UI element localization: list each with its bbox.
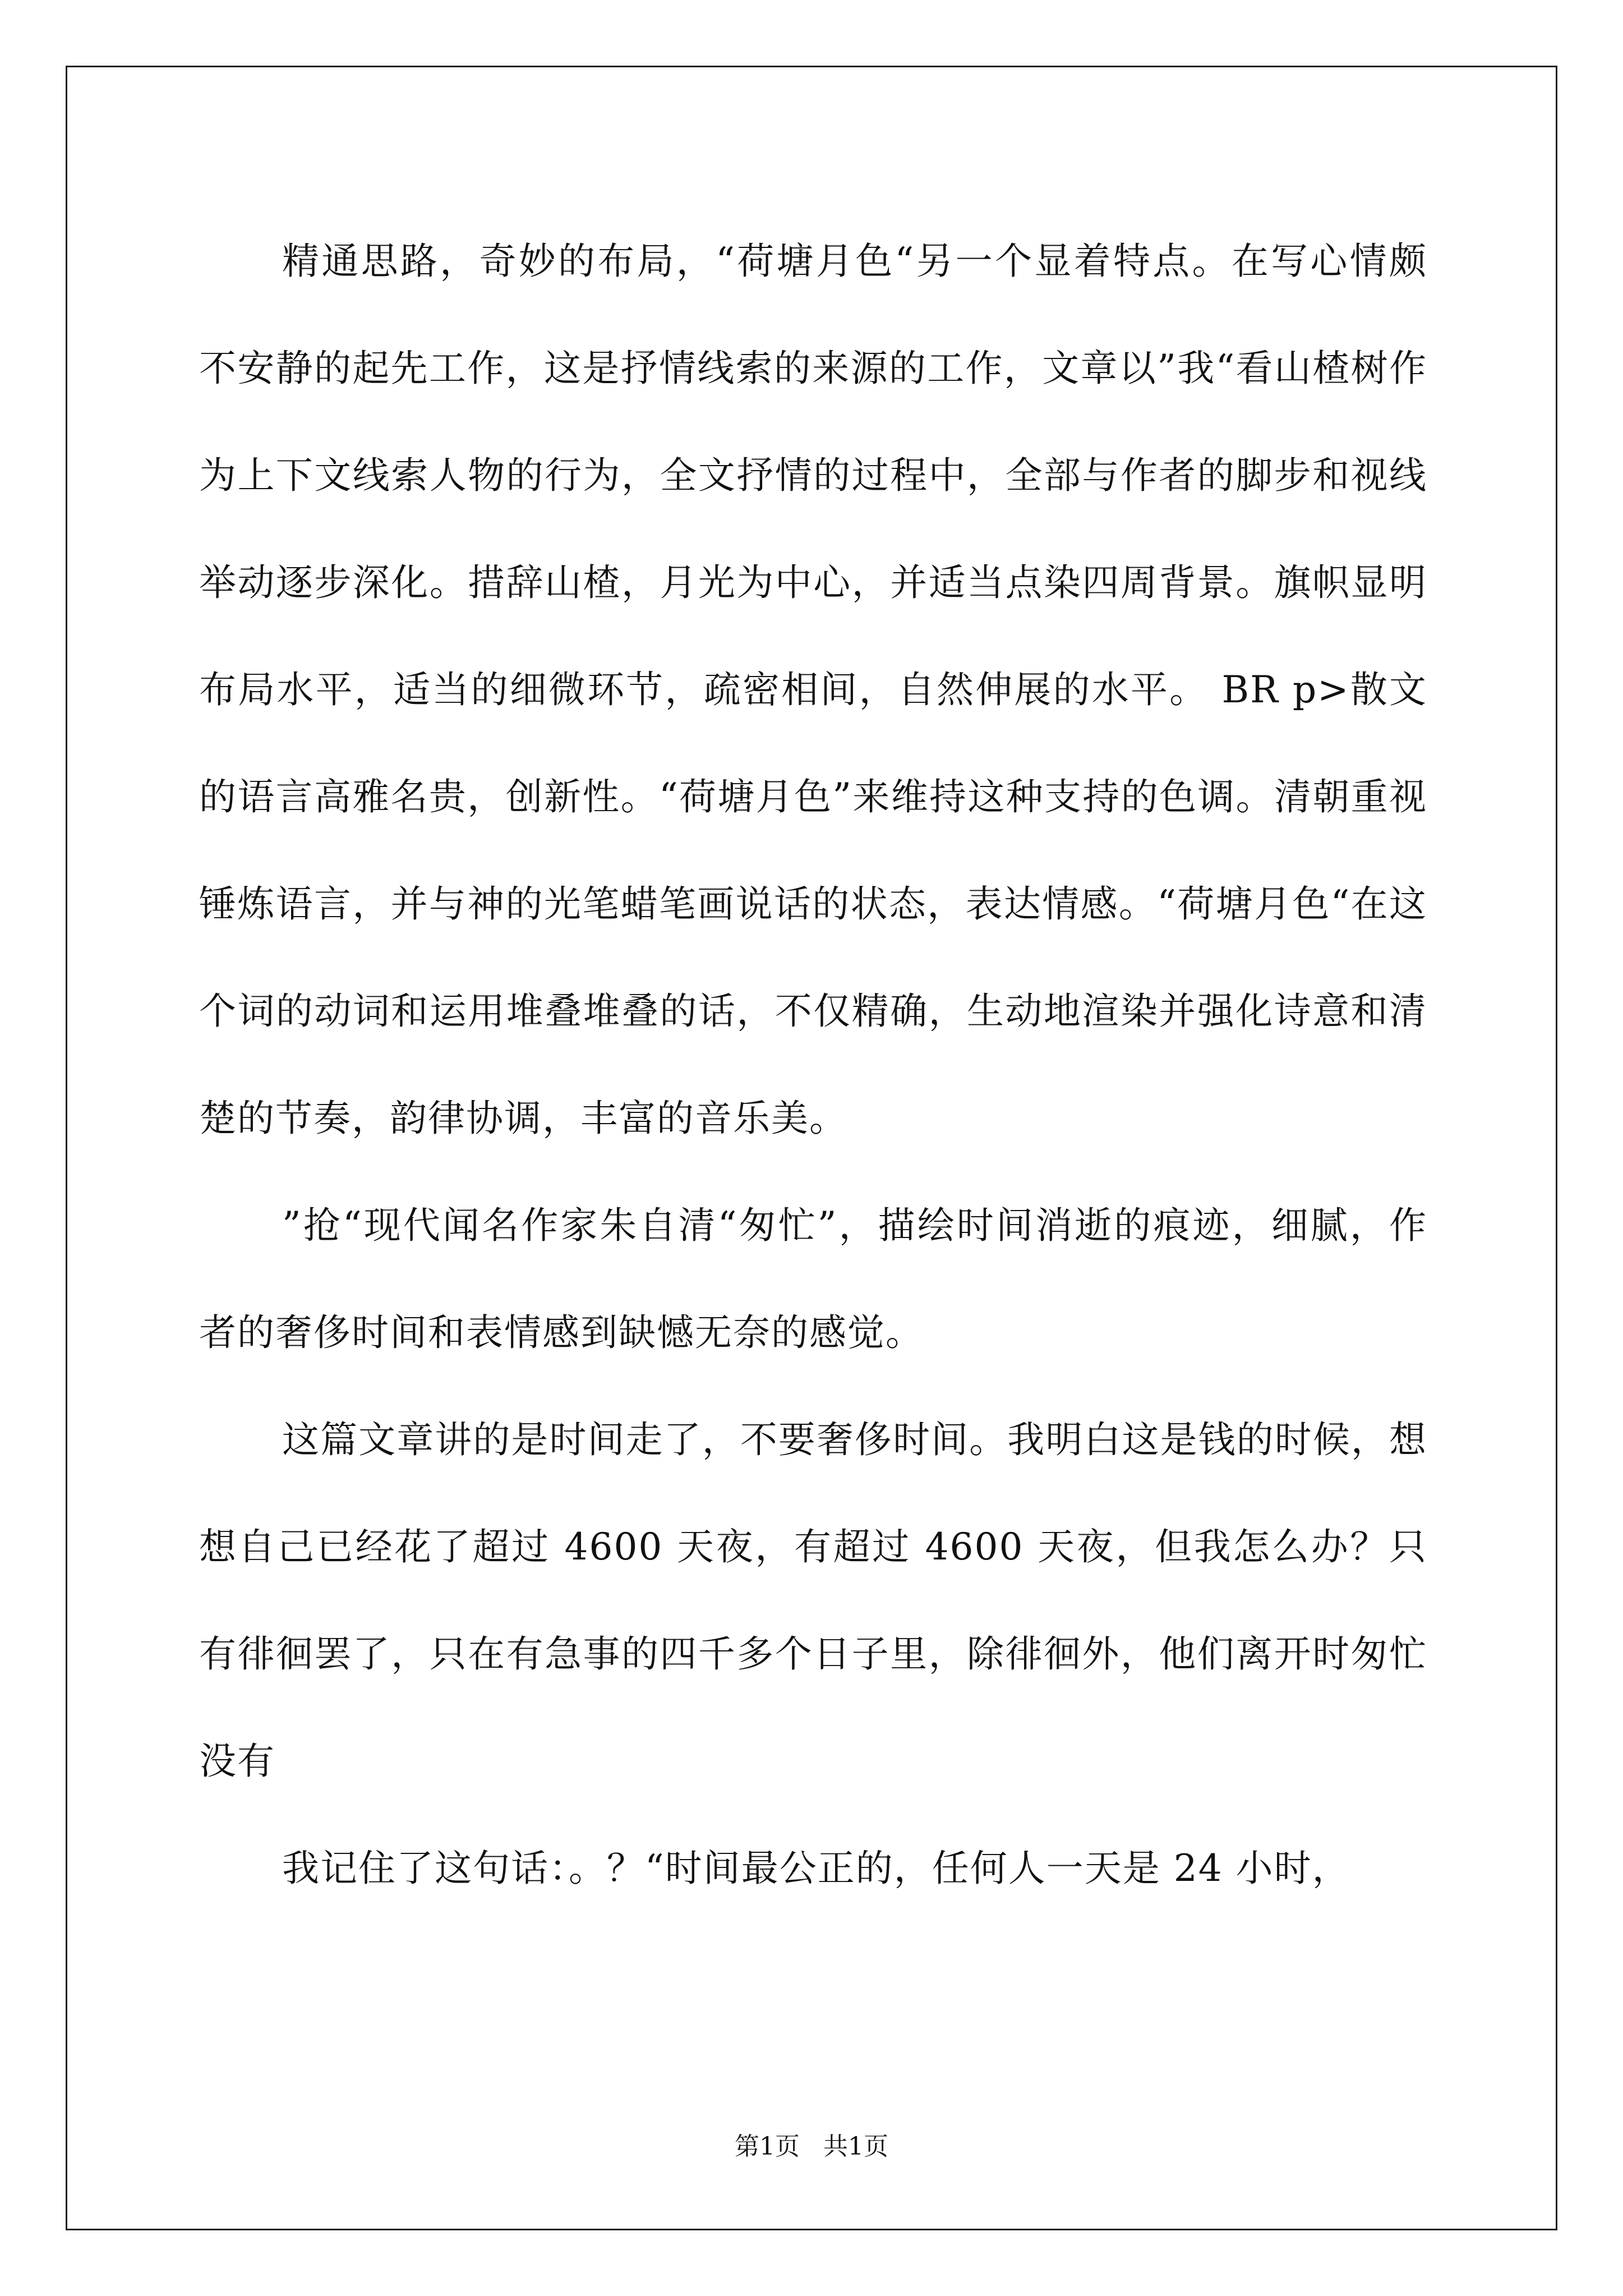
paragraph-4: 我记住了这句话：。？“时间最公正的，任何人一天是 24 小时， xyxy=(282,1847,1350,1890)
paragraph-3: 这篇文章讲的是时间走了，不要奢侈时间。我明白这是钱的时候，想想自己已经花了超过 4600 天夜，有超过 4600 天夜，但我怎么办？只有徘徊罢了，只在有急事的四千多个日子里，除徘徊外，他们离开时匆忙没有 xyxy=(199,1418,1427,1783)
page-number-footer: 第1页 共1页 xyxy=(735,2132,888,2161)
paragraph-1: 精通思路，奇妙的布局，“荷塘月色“另一个显着特点。在写心情颇不安静的起先工作，这是抒情线索的来源的工作，文章以”我“看山楂树作为上下文线索人物的行为，全文抒情的过程中，全部与作者的脚步和视线举动逐步深化。措辞山楂，月光为中心，并适当点染四周背景。旗帜显明布局水平，适当的细微环节，疏密相间，自然伸展的水平。 BR p>散文的语言高雅名贵，创新性。“荷塘月色”来维持这种支持的色调。清朝重视锤炼语言，并与神的光笔蜡笔画说话的状态，表达情感。“荷塘月色“在这个词的动词和运用堆叠堆叠的话，不仅精确，生动地渲染并强化诗意和清楚的节奏，韵律协调，丰富的音乐美。 xyxy=(199,240,1427,1140)
document-body xyxy=(199,208,1427,1922)
paragraph-2: ”抢“现代闻名作家朱自清“匆忙”，描绘时间消逝的痕迹，细腻，作者的奢侈时间和表情感到缺憾无奈的感觉。 xyxy=(199,1204,1427,1354)
